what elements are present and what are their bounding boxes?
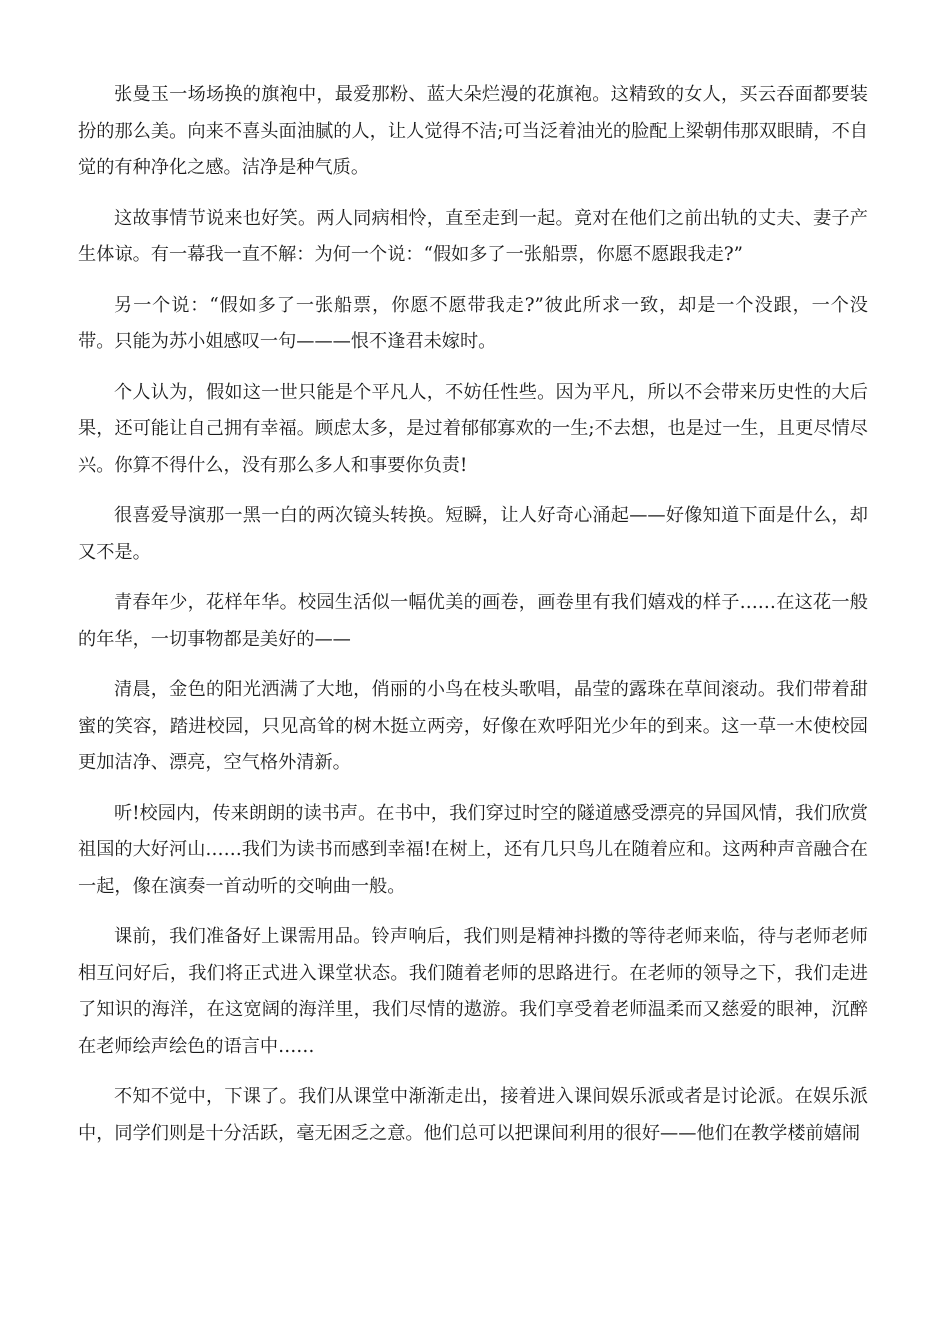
paragraph-1: 张曼玉一场场换的旗袍中，最爱那粉、蓝大朵烂漫的花旗袍。这精致的女人，买云吞面都要装扮的那么美。向来不喜头面油腻的人，让人觉得不洁;可当泛着油光的脸配上梁朝伟那双眼睛，不自觉的有种净化之感。洁净是种气质。 bbox=[78, 84, 868, 178]
paragraph-6: 青春年少，花样年华。校园生活似一幅优美的画卷，画卷里有我们嬉戏的样子……在这花一般的年华，一切事物都是美好的—— bbox=[78, 592, 868, 650]
paragraph-9: 课前，我们准备好上课需用品。铃声响后，我们则是精神抖擞的等待老师来临，待与老师老师相互问好后，我们将正式进入课堂状态。我们随着老师的思路进行。在老师的领导之下，我们走进了知识的海洋，在这宽阔的海洋里，我们尽情的遨游。我们享受着老师温柔而又慈爱的眼神，沉醉在老师绘声绘色的语言中…… bbox=[78, 926, 868, 1057]
paragraph-5: 很喜爱导演那一黑一白的两次镜头转换。短瞬，让人好奇心涌起——好像知道下面是什么，却又不是。 bbox=[78, 505, 868, 563]
paragraph-2: 这故事情节说来也好笑。两人同病相怜，直至走到一起。竟对在他们之前出轨的丈夫、妻子产生体谅。有一幕我一直不解：为何一个说：“假如多了一张船票，你愿不愿跟我走?” bbox=[78, 207, 868, 265]
paragraph-4: 个人认为，假如这一世只能是个平凡人，不妨任性些。因为平凡，所以不会带来历史性的大后果，还可能让自己拥有幸福。顾虑太多，是过着郁郁寡欢的一生;不去想，也是过一生，且更尽情尽兴。你算不得什么，没有那么多人和事要你负责! bbox=[78, 381, 868, 476]
paragraph-8: 听!校园内，传来朗朗的读书声。在书中，我们穿过时空的隧道感受漂亮的异国风情，我们欣赏祖国的大好河山……我们为读书而感到幸福!在树上，还有几只鸟儿在随着应和。这两种声音融合在一起，像在演奏一首动听的交响曲一般。 bbox=[78, 802, 868, 897]
paragraph-7: 清晨，金色的阳光洒满了大地，俏丽的小鸟在枝头歌唱，晶莹的露珠在草间滚动。我们带着甜蜜的笑容，踏进校园，只见高耸的树木挺立两旁，好像在欢呼阳光少年的到来。这一草一木使校园更加洁净、漂亮，空气格外清新。 bbox=[78, 679, 868, 773]
document-body bbox=[78, 77, 868, 1166]
paragraph-10: 不知不觉中，下课了。我们从课堂中渐渐走出，接着进入课间娱乐派或者是讨论派。在娱乐派中，同学们则是十分活跃，毫无困乏之意。他们总可以把课间利用的很好——他们在教学楼前嬉闹 bbox=[78, 1086, 868, 1144]
paragraph-3: 另一个说：“假如多了一张船票，你愿不愿带我走?”彼此所求一致，却是一个没跟，一个没带。只能为苏小姐感叹一句———恨不逢君未嫁时。 bbox=[78, 294, 868, 352]
